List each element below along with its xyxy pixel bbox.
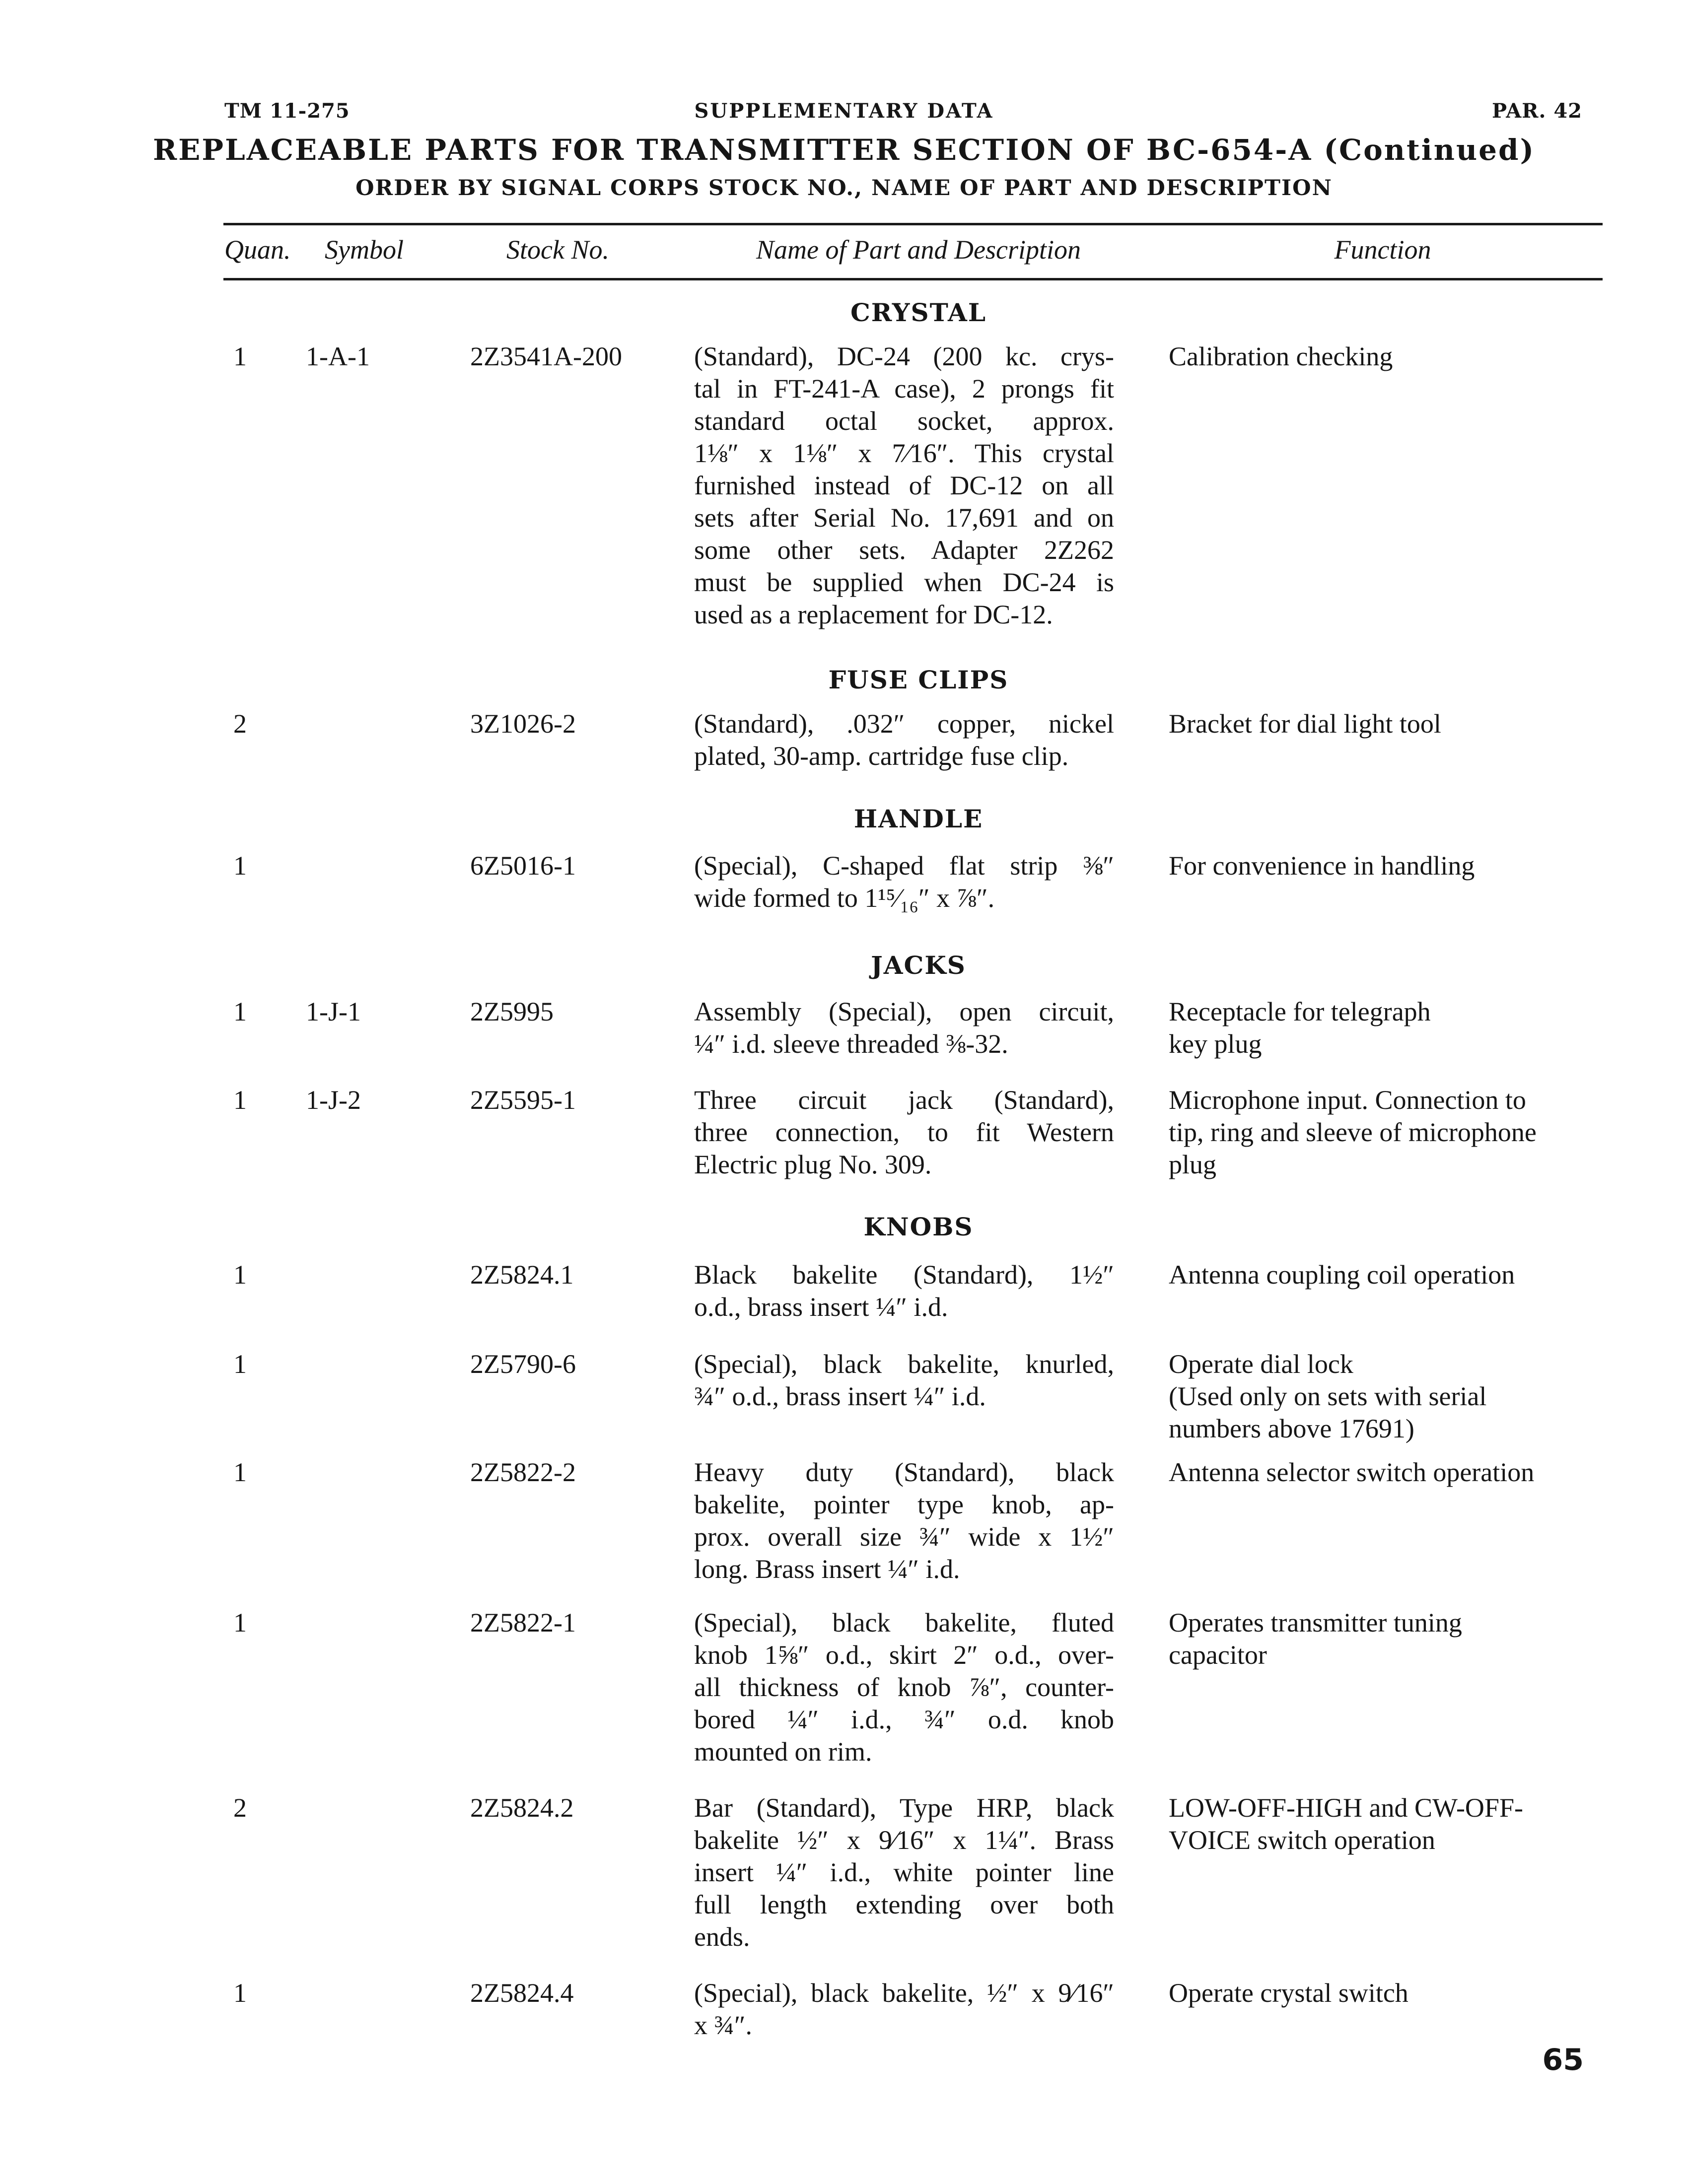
description-cell	[694, 996, 1114, 1060]
quantity-cell: 1	[233, 1978, 247, 2008]
description-line: tal in FT-241-A case), 2 prongs fit	[694, 374, 1114, 404]
page-subtitle: ORDER BY SIGNAL CORPS STOCK NO., NAME OF PART AND DESCRIPTION	[355, 176, 1333, 201]
function-line: For convenience in handling	[1169, 851, 1475, 881]
function-line: VOICE switch operation	[1169, 1825, 1435, 1855]
function-line: Operate dial lock	[1169, 1349, 1353, 1379]
function-line: key plug	[1169, 1029, 1262, 1059]
header-document-id: TM 11-275	[224, 99, 350, 123]
quantity-cell: 1	[233, 1457, 247, 1487]
description-line: Black bakelite (Standard), 1½″	[694, 1260, 1114, 1290]
header-paragraph-ref: PAR. 42	[1492, 99, 1582, 123]
function-cell	[1169, 1977, 1606, 2009]
quantity-cell: 1	[233, 997, 247, 1026]
section-title: CRYSTAL	[850, 298, 987, 327]
function-line: LOW-OFF-HIGH and CW-OFF-	[1169, 1793, 1523, 1823]
description-cell	[694, 1348, 1114, 1413]
function-cell	[1169, 1792, 1606, 1856]
function-line: capacitor	[1169, 1640, 1267, 1670]
description-cell	[694, 1607, 1114, 1768]
description-line: ¼″ i.d. sleeve threaded ⅜-32.	[694, 1029, 1008, 1059]
description-line: Electric plug No. 309.	[694, 1150, 932, 1179]
function-line: Operates transmitter tuning	[1169, 1608, 1462, 1638]
description-line: bakelite, pointer type knob, ap-	[694, 1490, 1114, 1519]
function-cell	[1169, 1084, 1606, 1181]
function-cell	[1169, 850, 1606, 882]
function-cell	[1169, 1348, 1606, 1445]
stock-number-cell: 2Z5824.2	[470, 1793, 574, 1823]
stock-number-cell: 2Z5824.4	[470, 1978, 574, 2008]
description-line: all thickness of knob ⅞″, counter-	[694, 1672, 1114, 1702]
description-line: (Special), black bakelite, fluted	[694, 1608, 1114, 1638]
section-title: KNOBS	[863, 1212, 974, 1241]
function-line: Calibration checking	[1169, 341, 1393, 371]
description-line: (Special), black bakelite, ½″ x 9⁄16″	[694, 1978, 1114, 2008]
description-line: (Special), C-shaped flat strip ⅜″	[694, 851, 1114, 881]
quantity-cell: 1	[233, 1260, 247, 1290]
function-line: Bracket for dial light tool	[1169, 709, 1441, 739]
function-line: Microphone input. Connection to	[1169, 1085, 1526, 1115]
symbol-cell: 1-A-1	[306, 341, 370, 371]
quantity-cell: 2	[233, 1793, 247, 1823]
quantity-cell: 1	[233, 1085, 247, 1115]
description-cell	[694, 1259, 1114, 1323]
header-section-title: SUPPLEMENTARY DATA	[694, 99, 994, 123]
description-line: three connection, to fit Western	[694, 1117, 1114, 1147]
function-line: tip, ring and sleeve of microphone	[1169, 1117, 1537, 1147]
description-cell	[694, 341, 1114, 631]
description-line: long. Brass insert ¼″ i.d.	[694, 1554, 960, 1584]
description-line: (Standard), DC-24 (200 kc. crys-	[694, 341, 1114, 371]
function-cell	[1169, 1607, 1606, 1671]
quantity-cell: 1	[233, 1349, 247, 1379]
function-cell	[1169, 1259, 1606, 1291]
description-line: (Standard), .032″ copper, nickel	[694, 709, 1114, 739]
description-line: bored ¼″ i.d., ¾″ o.d. knob	[694, 1705, 1114, 1734]
quantity-cell: 2	[233, 709, 247, 739]
description-line: Bar (Standard), Type HRP, black	[694, 1793, 1114, 1823]
column-header-function: Function	[1334, 235, 1431, 265]
function-cell	[1169, 341, 1606, 373]
description-line: ¾″ o.d., brass insert ¼″ i.d.	[694, 1381, 986, 1411]
description-line: used as a replacement for DC-12.	[694, 600, 1053, 629]
description-line: (Special), black bakelite, knurled,	[694, 1349, 1114, 1379]
function-line: plug	[1169, 1150, 1217, 1179]
function-line: (Used only on sets with serial	[1169, 1381, 1487, 1411]
function-line: Receptacle for telegraph	[1169, 997, 1431, 1026]
description-line: insert ¼″ i.d., white pointer line	[694, 1857, 1114, 1887]
stock-number-cell: 2Z5595-1	[470, 1085, 576, 1115]
quantity-cell: 1	[233, 1608, 247, 1638]
section-title: FUSE CLIPS	[828, 665, 1009, 694]
section-title: JACKS	[871, 951, 966, 980]
column-header-quantity: Quan.	[224, 235, 291, 265]
column-header-symbol: Symbol	[325, 235, 404, 265]
function-line: Antenna coupling coil operation	[1169, 1260, 1515, 1290]
stock-number-cell: 2Z5822-1	[470, 1608, 576, 1638]
page-number: 65	[1542, 2043, 1584, 2077]
description-line: plated, 30-amp. cartridge fuse clip.	[694, 741, 1069, 771]
description-line: bakelite ½″ x 9⁄16″ x 1¼″. Brass	[694, 1825, 1114, 1855]
description-line: standard octal socket, approx.	[694, 406, 1114, 436]
description-line: Heavy duty (Standard), black	[694, 1457, 1114, 1487]
stock-number-cell: 2Z5790-6	[470, 1349, 576, 1379]
function-line: Antenna selector switch operation	[1169, 1457, 1535, 1487]
description-line: must be supplied when DC-24 is	[694, 567, 1114, 597]
symbol-cell: 1-J-2	[306, 1085, 361, 1115]
stock-number-cell: 2Z5822-2	[470, 1457, 576, 1487]
column-header-name-description: Name of Part and Description	[756, 235, 1081, 265]
description-line: Three circuit jack (Standard),	[694, 1085, 1114, 1115]
description-line: x ¾″.	[694, 2010, 752, 2040]
description-line: 1⅛″ x 1⅛″ x 7⁄16″. This crystal	[694, 438, 1114, 468]
description-line: sets after Serial No. 17,691 and on	[694, 503, 1114, 533]
stock-number-cell: 3Z1026-2	[470, 709, 576, 739]
function-line: numbers above 17691)	[1169, 1414, 1414, 1443]
column-header-stock-no: Stock No.	[506, 235, 609, 265]
description-line: ends.	[694, 1922, 750, 1952]
description-line: o.d., brass insert ¼″ i.d.	[694, 1292, 948, 1322]
description-line: wide formed to 1¹⁵⁄₁₆″ x ⅞″.	[694, 883, 995, 913]
description-cell	[694, 1792, 1114, 1953]
description-cell	[694, 1084, 1114, 1181]
symbol-cell: 1-J-1	[306, 997, 361, 1026]
stock-number-cell: 2Z5995	[470, 997, 554, 1026]
stock-number-cell: 2Z5824.1	[470, 1260, 574, 1290]
description-cell	[694, 850, 1114, 914]
description-cell	[694, 1977, 1114, 2042]
section-title: HANDLE	[853, 804, 984, 833]
stock-number-cell: 6Z5016-1	[470, 851, 576, 881]
description-line: full length extending over both	[694, 1890, 1114, 1919]
quantity-cell: 1	[233, 851, 247, 881]
description-line: Assembly (Special), open circuit,	[694, 997, 1114, 1026]
page-title: REPLACEABLE PARTS FOR TRANSMITTER SECTION OF BC-654-A (Continued)	[152, 133, 1536, 167]
description-cell	[694, 708, 1114, 772]
stock-number-cell: 2Z3541A-200	[470, 341, 622, 371]
description-line: furnished instead of DC-12 on all	[694, 471, 1114, 500]
function-cell	[1169, 996, 1606, 1060]
function-line: Operate crystal switch	[1169, 1978, 1408, 2008]
description-line: mounted on rim.	[694, 1737, 872, 1767]
function-cell	[1169, 708, 1606, 740]
description-line: some other sets. Adapter 2Z262	[694, 535, 1114, 565]
description-line: knob 1⅝″ o.d., skirt 2″ o.d., over-	[694, 1640, 1114, 1670]
function-cell	[1169, 1456, 1606, 1489]
description-cell	[694, 1456, 1114, 1585]
description-line: prox. overall size ¾″ wide x 1½″	[694, 1522, 1114, 1552]
quantity-cell: 1	[233, 341, 247, 371]
